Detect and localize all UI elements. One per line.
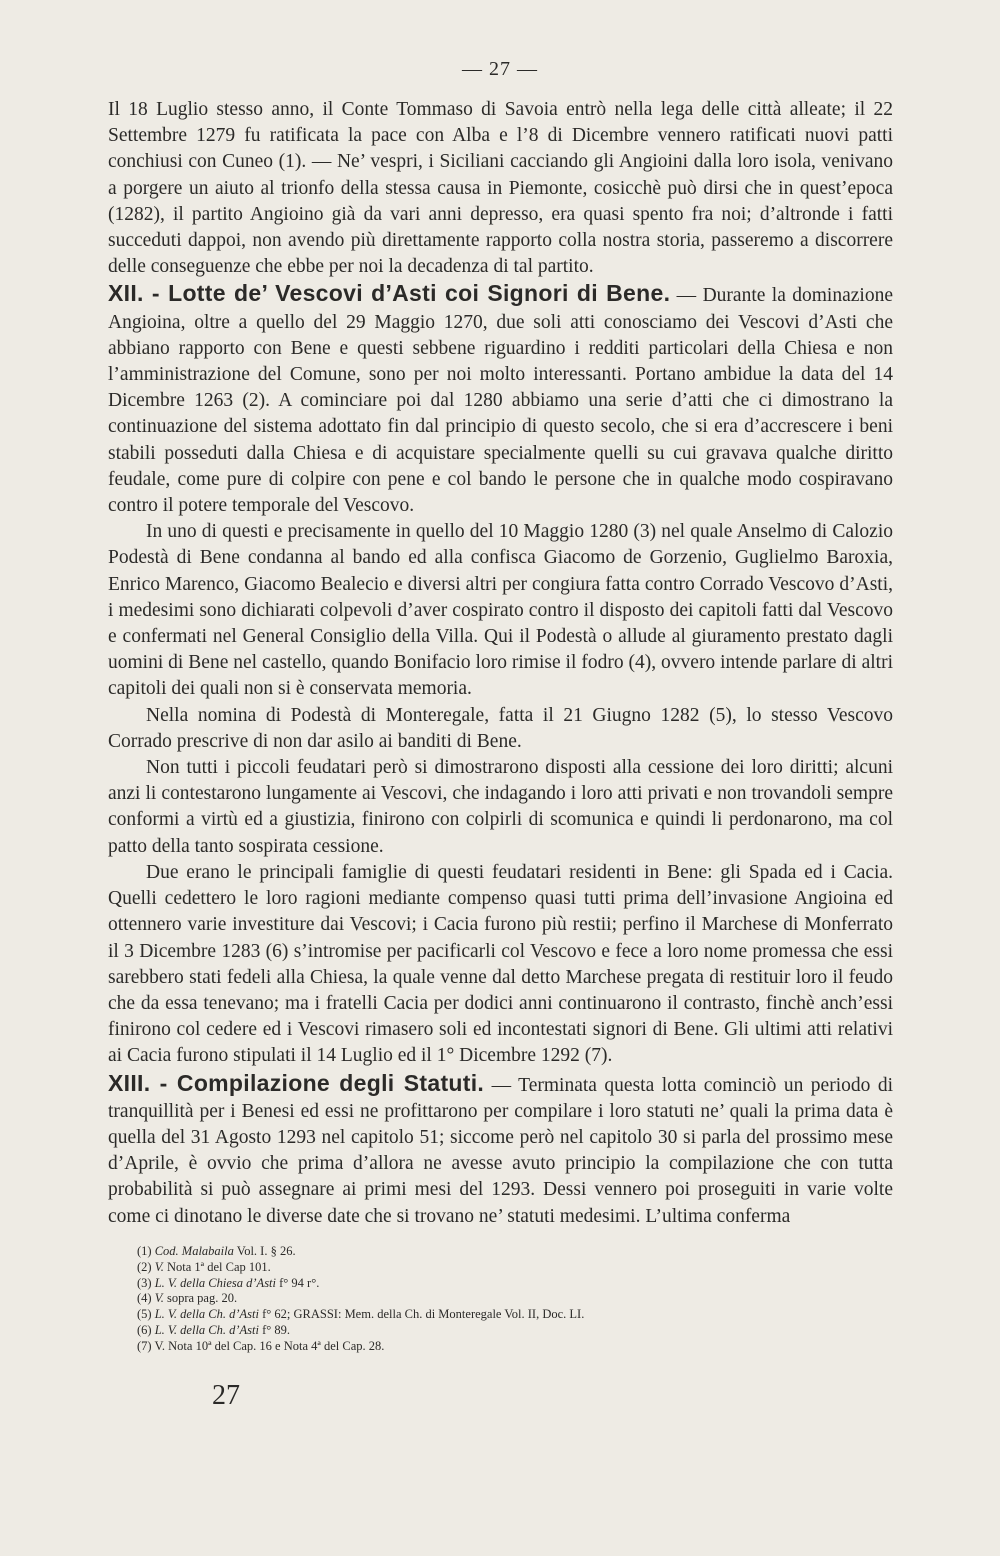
footnotes [137,1244,837,1355]
paragraph-text: Due erano le principali famiglie di questi feudatari residenti in Bene: gli Spada ed i Cacia. Quelli cedettero le loro ragioni mediante compenso quasi tutti prima dell’invasione Angioina ed ottennero varie investiture dai Vescovi; i Cacia furono più restii; perfino il Marchese di Monferrato il 3 Dicembre 1283 (6) s’intromise per pacificarli col Vescovo e fece a loro nome promessa che essi sarebbero stati fedeli alla Chiesa, la quale venne dal detto Marchese pregata di restituir loro il feudo che da essa tenevano; ma i fratelli Cacia per dodici anni continuarono il contrasto, finchè anch’essi finirono col cedere ed i Vescovi rimasero soli ed incontestati signori di Bene. Gli ultimi atti relativi ai Cacia furono stipulati il 14 Luglio ed il 1° Dicembre 1292 (7). [108,861,893,1067]
footnote-number: (2) [137,1259,152,1274]
footnote-7 [137,1339,837,1355]
paragraph-6 [108,860,893,1070]
section-xii [108,280,893,519]
paragraph-text: — Terminata questa lotta cominciò un periodo di tranquillità per i Benesi ed essi ne profittarono per compilare i loro statuti ne’ quali la prima data è quella del 31 Agosto 1293 nel capitolo 51; siccome però nel capitolo 30 si parla del prossimo mese d’Aprile, è ovvio che prima d’allora ne avesse avuto principio la compilazione che con tutta probabilità si può assegnare ai primi mesi del 1293. Dessi vennero poi proseguiti in varie volte come ci dinotano le diverse date che si trovano ne’ statuti medesimi. L’ultima conferma [108,1074,893,1227]
paragraph-3 [108,519,893,702]
footnote-number: (7) [137,1338,152,1353]
page-number: 27 [212,1380,240,1411]
footnote-source: L. V. della Ch. d’Asti [154,1322,259,1337]
footnote-number: (3) [137,1275,152,1290]
paragraph-4 [108,703,893,755]
footnote-3 [137,1276,837,1292]
paragraph-5 [108,755,893,860]
footnote-text: f° 62; GRASSI: Mem. della Ch. di Monteregale Vol. II, Doc. LI. [259,1307,585,1322]
footnote-source: Cod. Malabaila [154,1244,234,1258]
footnote-number: (5) [137,1307,152,1322]
paragraph-text: Il 18 Luglio stesso anno, il Conte Tommaso di Savoia entrò nella lega delle città alleate; il 22 Settembre 1279 fu ratificata la pace con Alba e l’8 di Dicembre vennero ratificati nuovi patti conchiusi con Cuneo (1). — Ne’ vespri, i Siciliani cacciando gli Angioini dalla loro isola, venivano a porgere un aiuto al trionfo della stessa causa in Piemonte, cosicchè può dirsi che in quest’epoca (1282), il partito Angioino già da vari anni depresso, era quasi spento fra noi; d’altronde i fatti succeduti dappoi, non avendo più direttamente rapporto colla nostra storia, passeremo a discorrere delle conseguenze che ebbe per noi la decadenza di tal partito. [108,99,893,278]
footnote-5 [137,1307,837,1323]
paragraph-1 [108,97,893,280]
footnote-text: sopra pag. 20. [163,1291,238,1306]
footnote-4 [137,1291,837,1307]
footnote-number: (4) [137,1291,152,1306]
body-text [108,97,893,1230]
paragraph-text: In uno di questi e precisamente in quello del 10 Maggio 1280 (3) nel quale Anselmo di Calozio Podestà di Bene condanna al bando ed alla confisca Giacomo de Gorzenio, Guglielmo Baroxia, Enrico Marenco, Giacomo Bealecio e diversi altri per congiura fatta contro Corrado Vescovo d’Asti, i medesimi sono dichiarati colpevoli d’aver cospirato contro il disposto dei capitoli fatti dal Vescovo e confermati nel General Consiglio della Villa. Qui il Podestà o allude al giuramento prestato dagli uomini di Bene nel castello, quando Bonifacio loro rimise il fodro (4), ovvero intende parlare di altri capitoli dei quali non si è conservata memoria. [108,521,893,700]
footnote-text: Vol. I. § 26. [233,1244,296,1258]
running-head: — 27 — [462,58,538,80]
footnote-text: V. Nota 10ª del Cap. 16 e Nota 4ª del Cap. 28. [154,1338,385,1353]
footnote-number: (6) [137,1322,152,1337]
paragraph-text: Nella nomina di Podestà di Monteregale, fatta il 21 Giugno 1282 (5), lo stesso Vescovo Corrado prescrive di non dar asilo ai banditi di Bene. [108,704,893,752]
section-xiii [108,1070,893,1230]
paragraph-text: Non tutti i piccoli feudatari però si dimostrarono disposti alla cessione dei loro diritti; alcuni anzi li contestarono lungamente ai Vescovi, che indagando i loro atti privati e non trovandoli sempre conformi a virtù ed a giustizia, finirono con colpirli di scomunica e quindi li perdonarono, ma col patto della tanto sospirata cessione. [108,757,893,857]
footnote-1 [137,1244,837,1260]
footnote-text: Nota 1ª del Cap 101. [163,1259,271,1274]
section-heading-xii: XII. - Lotte de’ Vescovi d’Asti coi Signori di Bene. [108,280,671,307]
footnote-6 [137,1323,837,1339]
section-heading-xiii: XIII. - Compilazione degli Statuti. [108,1069,485,1096]
footnote-text: f° 94 r°. [276,1275,320,1290]
footnote-source: L. V. della Ch. d’Asti [154,1307,259,1322]
paragraph-text: — Durante la dominazione Angioina, oltre a quello del 29 Maggio 1270, due soli atti conosciamo dei Vescovi d’Asti che abbiano rapporto con Bene e questi sebbene riguardino i redditi particolari della Chiesa e non l’amministrazione del Comune, sono per noi molto interessanti. Portano ambidue la data del 14 Dicembre 1263 (2). A cominciare poi dal 1280 abbiamo una serie d’atti che ci dimostrano la continuazione del sistema adottato fin dal principio di questo secolo, che si era d’accrescere i beni stabili posseduti dalla Chiesa e di acquistare specialmente quelli su cui gravava qualche diritto feudale, come pure di colpire con pene e col bando le persone che in qualche modo cospiravano contro il potere temporale del Vescovo. [108,285,893,517]
footnote-source: L. V. della Chiesa d’Asti [154,1275,277,1290]
footnote-text: f° 89. [259,1322,291,1337]
footnote-2 [137,1260,837,1276]
footnote-source: V. [154,1291,164,1306]
footnote-source: V. [154,1259,164,1274]
footnote-number: (1) [137,1244,152,1258]
